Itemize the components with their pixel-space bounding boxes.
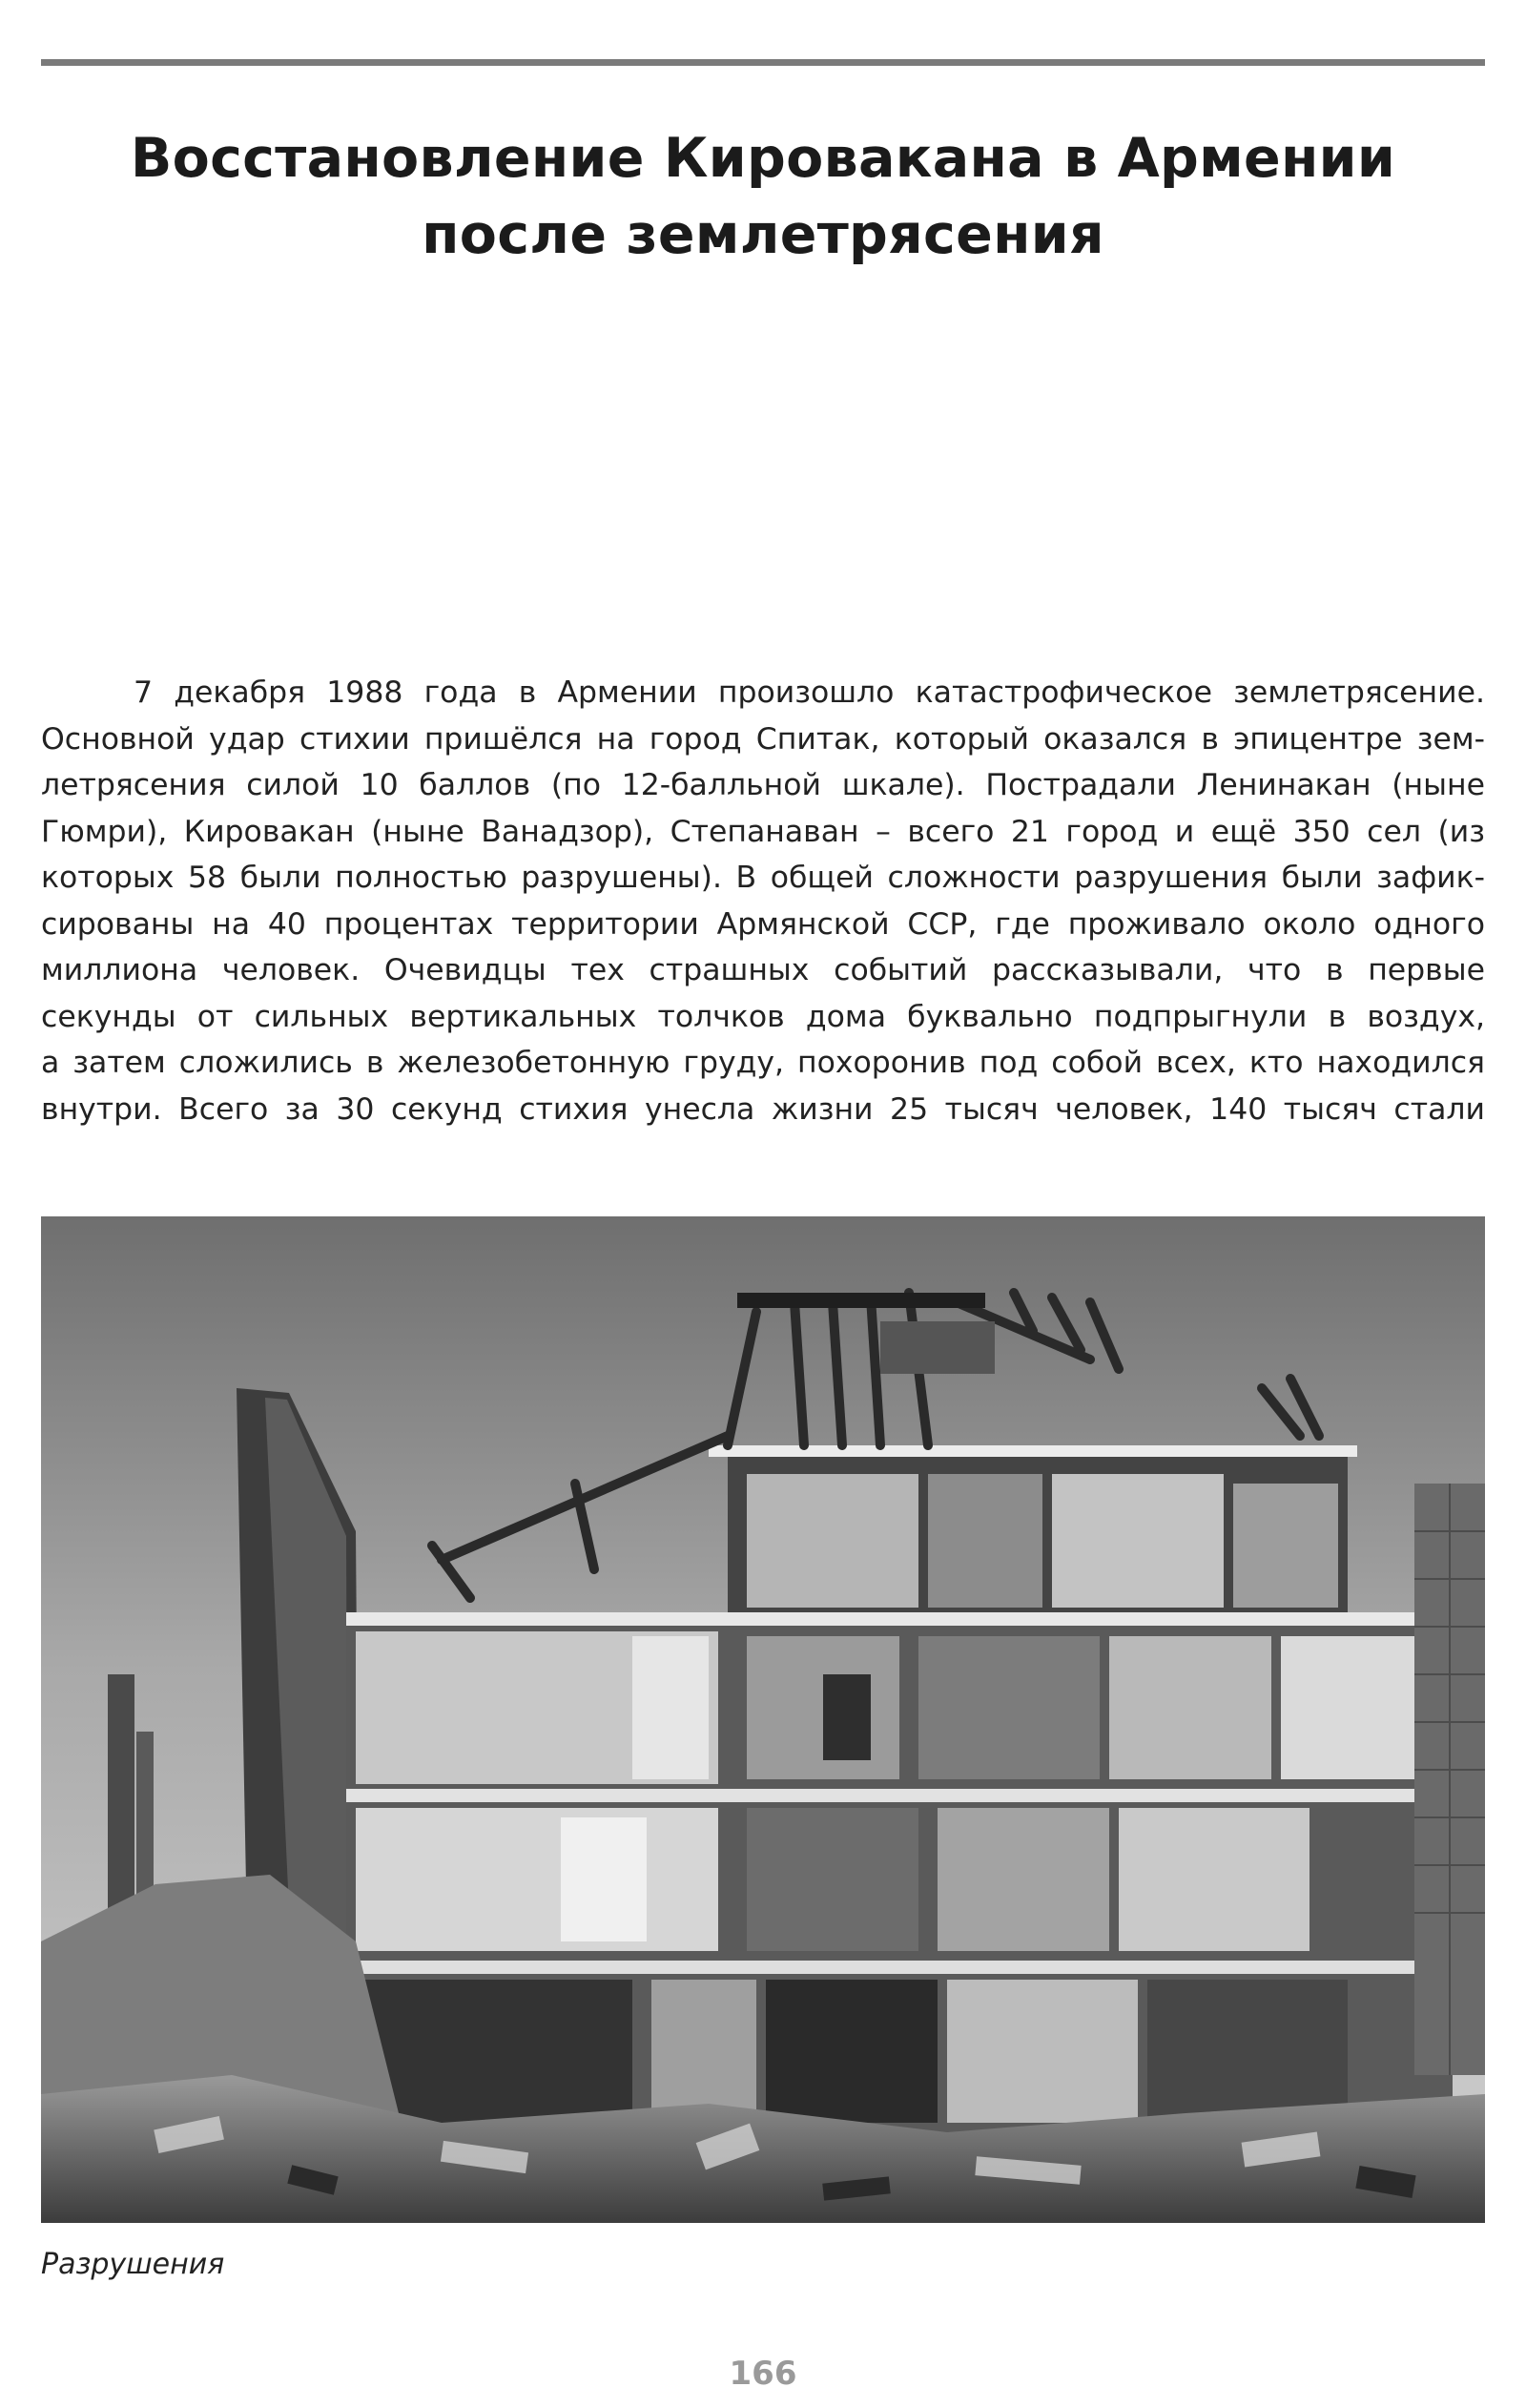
body-line: миллиона человек. Очевидцы тех страшных событий рассказывали, что в первые — [41, 953, 1485, 987]
ruined-building-image — [41, 1216, 1485, 2223]
body-line: летрясения силой 10 баллов (по 12-балльной шкале). Пострадали Ленинакан (ныне — [41, 768, 1485, 802]
body-line: а затем сложились в железобетонную груду, похоронив под собой всех, кто находился — [41, 1046, 1485, 1080]
title-line-1: Восстановление Кировакана в Армении — [130, 127, 1396, 190]
body-line: сированы на 40 процентах территории Армянской ССР, где проживало около одного — [41, 906, 1485, 942]
body-line: 7 декабря 1988 года в Армении произошло катастрофическое землетрясение. — [134, 675, 1485, 710]
body-line: секунды от сильных вертикальных толчков дома буквально подпрыгнули в воздух, — [41, 999, 1485, 1034]
destruction-photo — [41, 1216, 1485, 2223]
body-line: внутри. Всего за 30 секунд стихия унесла жизни 25 тысяч человек, 140 тысяч стали — [41, 1091, 1485, 1127]
title-line-2: после землетрясения — [422, 203, 1104, 266]
body-line: Основной удар стихии пришёлся на город Спитак, который оказался в эпицентре зем- — [41, 721, 1485, 757]
page-number: 166 — [729, 2355, 797, 2393]
top-rule — [41, 59, 1485, 66]
body-paragraph — [41, 670, 1485, 1132]
body-line: Гюмри), Кировакан (ныне Ванадзор), Степанаван – всего 21 город и ещё 350 сел (из — [41, 814, 1485, 849]
page-title — [41, 120, 1485, 273]
body-line: которых 58 были полностью разрушены). В общей сложности разрушения были зафик- — [41, 861, 1485, 895]
photo-caption: Разрушения — [41, 2248, 225, 2281]
